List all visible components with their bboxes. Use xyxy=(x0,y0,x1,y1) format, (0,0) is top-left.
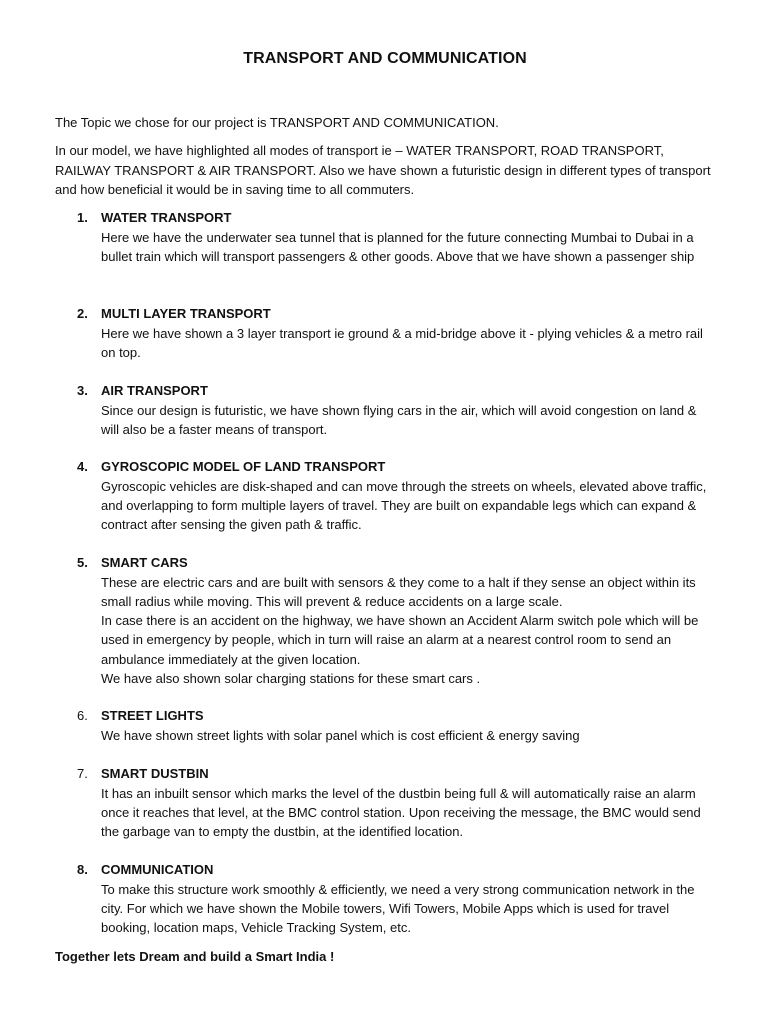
list-item-paragraph: Since our design is futuristic, we have shown flying cars in the air, which will avoid congestion on land & will also be a faster means of transport. xyxy=(101,402,697,437)
list-item-heading: SMART DUSTBIN xyxy=(101,766,209,781)
list-item-paragraph: We have shown street lights with solar panel which is cost efficient & energy saving xyxy=(101,727,580,743)
list-item-paragraph: It has an inbuilt sensor which marks the level of the dustbin being full & will automatically raise an alarm once it reaches that level, at the BMC control station. Upon receiving the message, the BMC would send the garbage van to empty the dustbin, at the identified location. xyxy=(101,785,701,840)
list-item-paragraph: These are electric cars and are built with sensors & they come to a halt if they sense an object within its small radius while moving. This will prevent & reduce accidents on a large scale. xyxy=(101,574,696,609)
list-item-heading: AIR TRANSPORT xyxy=(101,383,208,398)
intro-paragraph-2: In our model, we have highlighted all modes of transport ie – WATER TRANSPORT, ROAD TRANSPORT, RAILWAY TRANSPORT & AIR TRANSPORT. Also we have shown a futuristic design in different types of transport and how beneficial it would be in saving time to all commuters. xyxy=(55,143,711,197)
list-item-number: 4. xyxy=(77,459,88,474)
list-item-paragraph: In case there is an accident on the highway, we have shown an Accident Alarm switch pole which will be used in emergency by people, which in turn will raise an alarm at a nearest control room to send an ambulance immediately at the given location. xyxy=(101,613,699,667)
list-item-number: 2. xyxy=(77,306,88,321)
list-item-body xyxy=(101,324,715,363)
list-item-heading: STREET LIGHTS xyxy=(101,708,204,723)
list-item-body xyxy=(101,784,715,842)
list-item-heading: MULTI LAYER TRANSPORT xyxy=(101,306,271,321)
list-item-body xyxy=(101,401,715,440)
list-item-number: 6. xyxy=(77,708,88,723)
list-item-paragraph: To make this structure work smoothly & efficiently, we need a very strong communication network in the city. For which we have shown the Mobile towers, Wifi Towers, Mobile Apps which is used for travel booking, location maps, Vehicle Tracking System, etc. xyxy=(101,881,695,936)
list-item-number: 7. xyxy=(77,766,88,781)
list-item-heading: GYROSCOPIC MODEL OF LAND TRANSPORT xyxy=(101,459,386,474)
list-item-body xyxy=(101,477,715,535)
document-title: TRANSPORT AND COMMUNICATION xyxy=(243,50,527,67)
list-item-heading: COMMUNICATION xyxy=(101,862,214,877)
list-item-body xyxy=(101,573,715,689)
list-item-paragraph: Here we have the underwater sea tunnel that is planned for the future connecting Mumbai to Dubai in a bullet train which will transport passengers & other goods. Above that we have shown a passenger ship xyxy=(101,229,695,264)
list-item-number: 3. xyxy=(77,383,88,398)
list-item-paragraph: We have also shown solar charging stations for these smart cars . xyxy=(101,670,481,686)
list-item-body xyxy=(101,726,715,745)
list-item-heading: WATER TRANSPORT xyxy=(101,210,232,225)
list-item-paragraph: Gyroscopic vehicles are disk-shaped and can move through the streets on wheels, elevated above traffic, and overlapping to form multiple layers of travel. They are built on expandable legs which can expand & contract after sensing the given path & traffic. xyxy=(101,478,707,533)
list-item-paragraph: Here we have shown a 3 layer transport ie ground & a mid-bridge above it - plying vehicles & a metro rail on top. xyxy=(101,325,703,360)
closing-statement: Together lets Dream and build a Smart India ! xyxy=(55,949,335,964)
list-item-number: 8. xyxy=(77,862,88,877)
list-item-number: 1. xyxy=(77,210,88,225)
list-item-number: 5. xyxy=(77,555,88,570)
intro-paragraph-1: The Topic we chose for our project is TRANSPORT AND COMMUNICATION. xyxy=(55,115,499,130)
list-item-heading: SMART CARS xyxy=(101,555,188,570)
list-item-body xyxy=(101,880,715,938)
list-item-body xyxy=(101,228,715,267)
